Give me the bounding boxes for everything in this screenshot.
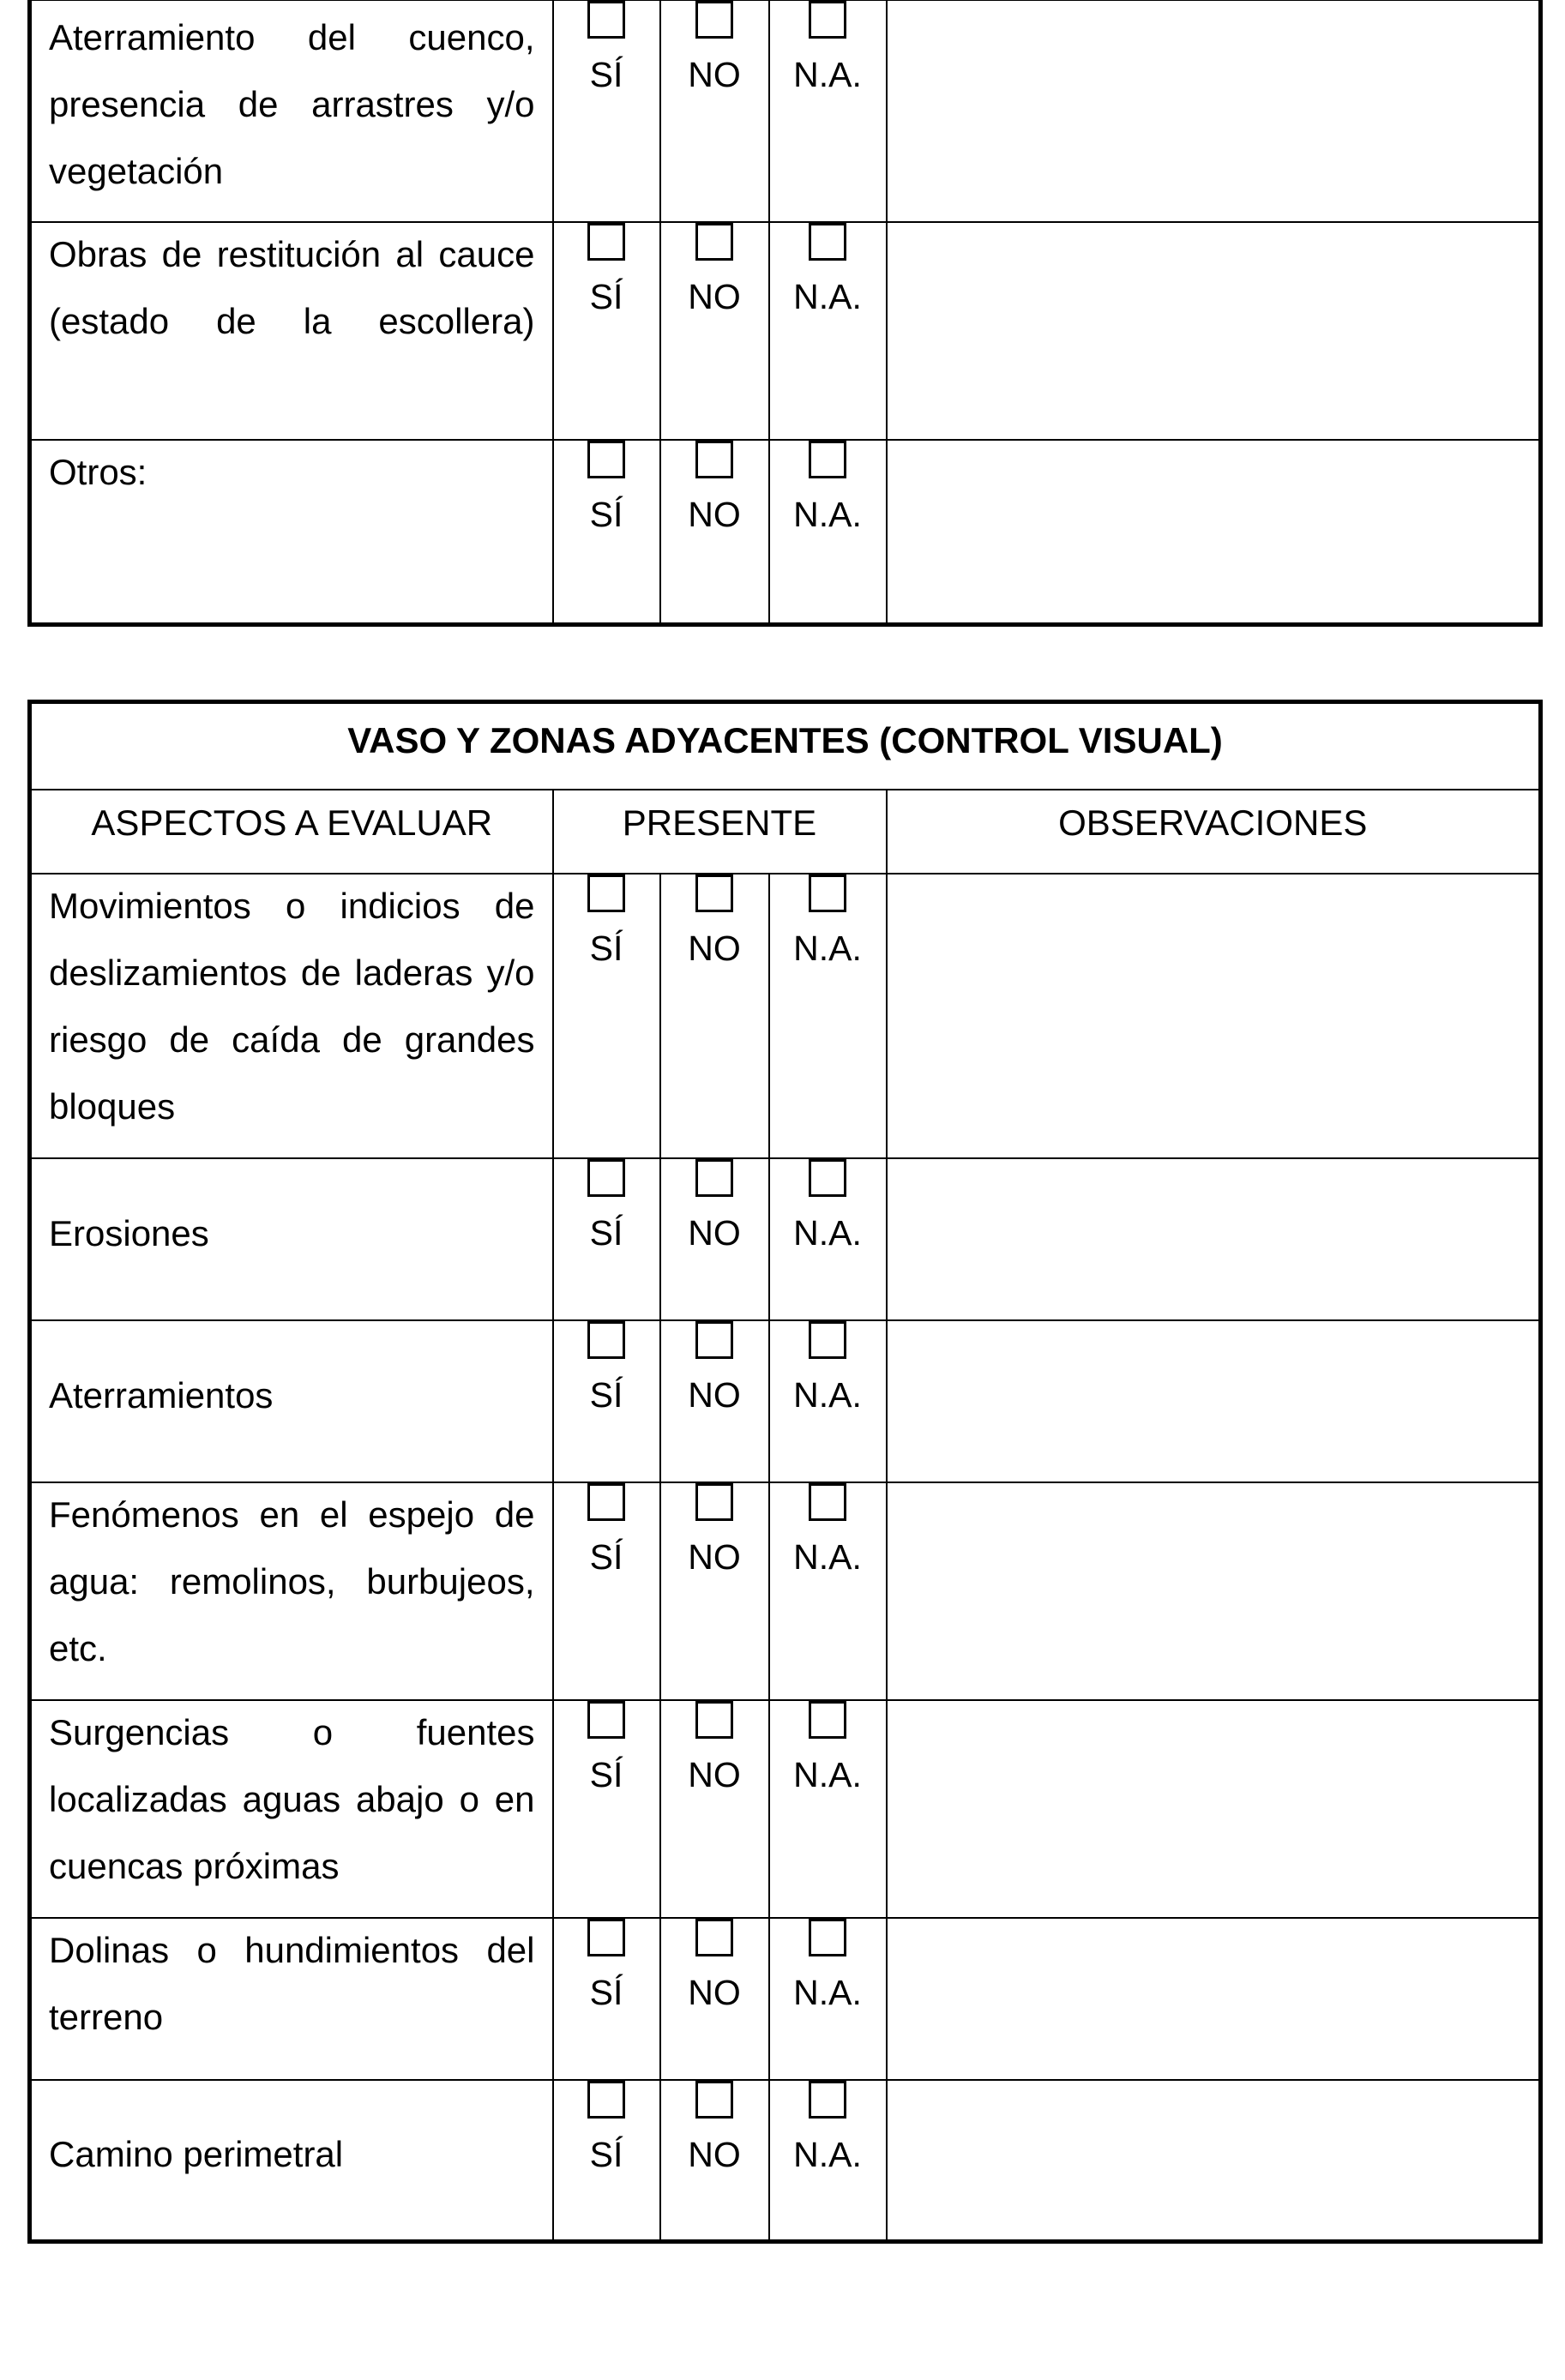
table-row (30, 874, 1541, 1158)
option-no[interactable] (660, 1482, 769, 1700)
table-row (30, 0, 1541, 222)
option-na[interactable] (769, 440, 887, 625)
aspect-label: Surgencias o fuentes localizadas aguas abajo o en cuencas próximas (49, 1711, 535, 1886)
table-row (30, 1700, 1541, 1918)
option-na[interactable] (769, 874, 887, 1158)
option-si-label: SÍ (589, 1212, 623, 1253)
option-no-label: NO (688, 1212, 741, 1253)
aspect-label: Obras de restitución al cauce (estado de la escollera) (49, 233, 535, 341)
checkbox-na[interactable] (809, 1701, 846, 1739)
table-row (30, 2080, 1541, 2242)
aspect-label: Dolinas o hundimientos del terreno (49, 1929, 535, 2037)
option-na[interactable] (769, 1320, 887, 1482)
aspect-cell (30, 1482, 553, 1700)
checkbox-na[interactable] (809, 1321, 846, 1359)
option-na-label: N.A. (793, 1212, 862, 1253)
option-na-label: N.A. (793, 494, 862, 534)
option-no-label: NO (688, 1374, 741, 1415)
option-no-label: NO (688, 1754, 741, 1794)
aspect-label: Erosiones (49, 1213, 209, 1253)
checkbox-no[interactable] (695, 874, 733, 912)
checkbox-si[interactable] (587, 441, 625, 478)
checkbox-si[interactable] (587, 223, 625, 261)
option-si-label: SÍ (589, 1536, 623, 1577)
option-si[interactable] (553, 1918, 660, 2080)
option-si[interactable] (553, 222, 660, 440)
table-title-row (30, 702, 1541, 790)
option-na[interactable] (769, 1700, 887, 1918)
option-no-label: NO (688, 1536, 741, 1577)
observations-cell[interactable] (887, 2080, 1541, 2242)
header-present: PRESENTE (553, 790, 887, 874)
option-na[interactable] (769, 1918, 887, 2080)
option-na-label: N.A. (793, 928, 862, 968)
option-si[interactable] (553, 1158, 660, 1320)
option-si-label: SÍ (589, 494, 623, 534)
option-no-label: NO (688, 276, 741, 316)
option-na-label: N.A. (793, 1374, 862, 1415)
option-si-label: SÍ (589, 276, 623, 316)
option-si-label: SÍ (589, 1374, 623, 1415)
checkbox-no[interactable] (695, 441, 733, 478)
option-na[interactable] (769, 0, 887, 222)
aspect-label: Movimientos o indicios de deslizamientos de laderas y/o riesgo de caída de grandes bloques (49, 885, 535, 1127)
checkbox-si[interactable] (587, 1701, 625, 1739)
checkbox-si[interactable] (587, 1483, 625, 1521)
checkbox-no[interactable] (695, 1, 733, 39)
aspect-cell (30, 1158, 553, 1320)
option-no-label: NO (688, 2134, 741, 2174)
option-no[interactable] (660, 440, 769, 625)
aspect-label: Aterramiento del cuenco, presencia de arrastres y/o vegetación (49, 17, 535, 191)
option-no-label: NO (688, 1972, 741, 2012)
checkbox-na[interactable] (809, 1483, 846, 1521)
option-na[interactable] (769, 1158, 887, 1320)
option-si[interactable] (553, 440, 660, 625)
option-no-label: NO (688, 928, 741, 968)
checkbox-na[interactable] (809, 223, 846, 261)
observations-cell[interactable] (887, 874, 1541, 1158)
option-si-label: SÍ (589, 2134, 623, 2174)
checkbox-na[interactable] (809, 441, 846, 478)
aspect-label: Camino perimetral (49, 2134, 344, 2175)
table-title: VASO Y ZONAS ADYACENTES (CONTROL VISUAL) (30, 702, 1541, 790)
checkbox-no[interactable] (695, 223, 733, 261)
option-si[interactable] (553, 2080, 660, 2242)
table-row (30, 1320, 1541, 1482)
aspect-cell (30, 440, 553, 625)
option-no[interactable] (660, 1918, 769, 2080)
aspect-cell (30, 1918, 553, 2080)
header-aspects: ASPECTOS A EVALUAR (30, 790, 553, 874)
option-na[interactable] (769, 2080, 887, 2242)
checkbox-na[interactable] (809, 1159, 846, 1197)
checkbox-si[interactable] (587, 1919, 625, 1956)
option-si[interactable] (553, 1320, 660, 1482)
checkbox-na[interactable] (809, 1, 846, 39)
checkbox-na[interactable] (809, 1919, 846, 1956)
checkbox-si[interactable] (587, 1, 625, 39)
option-si[interactable] (553, 1700, 660, 1918)
aspect-cell (30, 222, 553, 440)
aspect-cell (30, 1700, 553, 1918)
option-na[interactable] (769, 1482, 887, 1700)
observations-cell[interactable] (887, 222, 1541, 440)
aspect-label: Fenómenos en el espejo de agua: remolinos, burbujeos, etc. (49, 1494, 535, 1668)
option-no[interactable] (660, 874, 769, 1158)
option-si[interactable] (553, 874, 660, 1158)
observations-cell[interactable] (887, 1700, 1541, 1918)
checkbox-no[interactable] (695, 1919, 733, 1956)
checkbox-na[interactable] (809, 874, 846, 912)
table-row (30, 1158, 1541, 1320)
option-na-label: N.A. (793, 276, 862, 316)
table-header-row (30, 790, 1541, 874)
option-na-label: N.A. (793, 1754, 862, 1794)
header-observations: OBSERVACIONES (887, 790, 1541, 874)
aspect-cell (30, 1320, 553, 1482)
observations-cell[interactable] (887, 1320, 1541, 1482)
checkbox-si[interactable] (587, 1321, 625, 1359)
option-no-label: NO (688, 494, 741, 534)
option-na-label: N.A. (793, 55, 862, 94)
checkbox-si[interactable] (587, 874, 625, 912)
checkbox-no[interactable] (695, 1321, 733, 1359)
checkbox-si[interactable] (587, 2081, 625, 2119)
vaso-checklist-table (27, 700, 1543, 2244)
observations-cell[interactable] (887, 0, 1541, 222)
checkbox-no[interactable] (695, 1701, 733, 1739)
aspect-label: Otros: (49, 451, 147, 492)
option-no[interactable] (660, 0, 769, 222)
option-na-label: N.A. (793, 2134, 862, 2174)
option-na[interactable] (769, 222, 887, 440)
option-si-label: SÍ (589, 1972, 623, 2012)
observations-cell[interactable] (887, 1918, 1541, 2080)
option-no[interactable] (660, 1158, 769, 1320)
checkbox-no[interactable] (695, 2081, 733, 2119)
option-no[interactable] (660, 2080, 769, 2242)
table-row (30, 1482, 1541, 1700)
option-na-label: N.A. (793, 1972, 862, 2012)
aspect-cell (30, 2080, 553, 2242)
option-si[interactable] (553, 0, 660, 222)
checkbox-si[interactable] (587, 1159, 625, 1197)
aspect-cell (30, 0, 553, 222)
checkbox-no[interactable] (695, 1159, 733, 1197)
aspect-label: Aterramientos (49, 1375, 274, 1415)
option-no[interactable] (660, 1700, 769, 1918)
option-si-label: SÍ (589, 928, 623, 968)
observations-cell[interactable] (887, 1158, 1541, 1320)
checkbox-na[interactable] (809, 2081, 846, 2119)
option-no[interactable] (660, 222, 769, 440)
top-checklist-table (27, 0, 1543, 627)
aspect-cell (30, 874, 553, 1158)
option-no[interactable] (660, 1320, 769, 1482)
table-row (30, 440, 1541, 625)
option-na-label: N.A. (793, 1536, 862, 1577)
option-si-label: SÍ (589, 55, 623, 94)
option-si[interactable] (553, 1482, 660, 1700)
checkbox-no[interactable] (695, 1483, 733, 1521)
option-si-label: SÍ (589, 1754, 623, 1794)
table-row (30, 222, 1541, 440)
observations-cell[interactable] (887, 440, 1541, 625)
option-no-label: NO (688, 55, 741, 94)
table-row (30, 1918, 1541, 2080)
observations-cell[interactable] (887, 1482, 1541, 1700)
